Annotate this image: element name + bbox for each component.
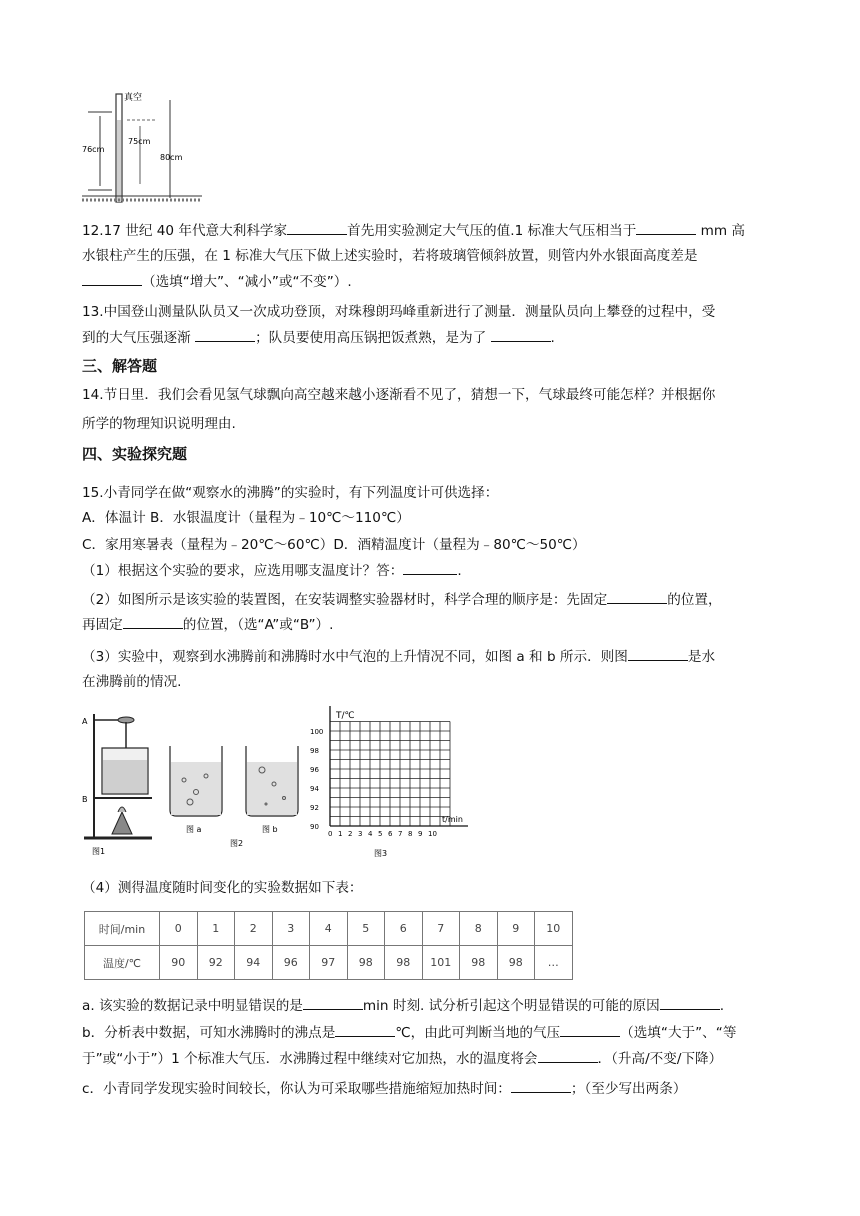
fig-a-caption: 图 a — [186, 825, 202, 834]
q14-line1: 14.节日里．我们会看见氢气球飘向高空越来越小逐渐看不见了，猜想一下，气球最终可能怎样？并根据你 — [82, 387, 716, 403]
q15-sub2-line2: 再固定 的位置，（选“A”或“B”）. — [82, 617, 334, 633]
q12-line3: （选填“增大”、“减小”或“不变”）. — [82, 272, 790, 292]
label-b: B — [82, 795, 88, 804]
table-cell: 8 — [460, 912, 498, 946]
table-cell: 0 — [160, 912, 198, 946]
q15-options-ab: A．体温计 B．水银温度计（量程为﹣10℃～110℃） — [82, 510, 410, 526]
table-cell: 98 — [460, 946, 498, 980]
y-tick-label: 92 — [310, 804, 319, 812]
q15-part-b-line2: 于”或“小于”）1 个标准大气压．水沸腾过程中继续对它加热，水的温度将会 ．（升高/不变/下降） — [82, 1051, 723, 1067]
torricelli-tube-figure — [82, 86, 202, 216]
table-cell: 6 — [385, 912, 423, 946]
q13-line1: 13.中国登山测量队队员又一次成功登顶，对珠穆朗玛峰重新进行了测量．测量队员向上攀登的过程中，受 — [82, 304, 716, 320]
x-tick-label: 10 — [428, 830, 437, 838]
q15-sub3-line1: （3）实验中，观察到水沸腾前和沸腾时水中气泡的上升情况不同，如图 a 和 b 所示．则图 是水 — [82, 649, 716, 665]
q14-line2: 所学的物理知识说明理由. — [82, 416, 236, 432]
label-a: A — [82, 717, 88, 726]
table-cell: 10 — [535, 912, 573, 946]
section-3-heading: 三、解答题 — [82, 357, 158, 375]
y-tick-label: 100 — [310, 728, 324, 736]
q15-intro: 15.小青同学在做“观察水的沸腾”的实验时，有下列温度计可供选择： — [82, 485, 499, 501]
table-cell: 97 — [310, 946, 348, 980]
table-cell: 5 — [347, 912, 385, 946]
fig3-caption: 图3 — [374, 849, 388, 858]
table-cell: 94 — [235, 946, 273, 980]
table-cell: 101 — [422, 946, 460, 980]
table-cell: 90 — [160, 946, 198, 980]
table-cell: 96 — [272, 946, 310, 980]
table-cell: 92 — [197, 946, 235, 980]
x-tick-label: 9 — [418, 830, 423, 838]
x-tick-label: 2 — [348, 830, 353, 838]
temperature-data-table — [84, 911, 573, 980]
x-tick-label: 0 — [328, 830, 333, 838]
table-cell: 98 — [347, 946, 385, 980]
q15-part-c: c．小青同学发现实验时间较长，你认为可采取哪些措施缩短加热时间： ；（至少写出两条） — [82, 1081, 687, 1097]
q15-sub3-line2: 在沸腾前的情况. — [82, 674, 182, 690]
fig-b-caption: 图 b — [262, 825, 278, 834]
x-tick-label: 8 — [408, 830, 413, 838]
x-axis-label: t/min — [442, 815, 463, 824]
table-row-header-time: 时间/min — [85, 912, 160, 946]
fig1-caption: 图1 — [92, 847, 106, 856]
y-axis-label: T/℃ — [336, 711, 355, 721]
q13-line2: 到的大气压强逐渐 ；队员要使用高压锅把饭煮熟，是为了 . — [82, 330, 555, 346]
table-row — [85, 946, 573, 980]
q15-sub4: （4）测得温度随时间变化的实验数据如下表： — [82, 880, 363, 896]
y-tick-label: 98 — [310, 747, 319, 755]
table-cell: 1 — [197, 912, 235, 946]
tube-75cm-label: 75cm — [128, 137, 151, 146]
fig2-caption: 图2 — [230, 839, 244, 848]
tube-vacuum-label: 真空 — [124, 93, 143, 103]
x-tick-label: 4 — [368, 830, 373, 838]
y-tick-label: 90 — [310, 823, 319, 831]
q15-part-a: a. 该实验的数据记录中明显错误的是 min 时刻. 试分析引起这个明显错误的可能的原因 . — [82, 998, 725, 1014]
q12-line1: 12.17 世纪 40 年代意大利科学家 首先用实验测定大气压的值.1 标准大气压相当于 mm 高 — [82, 223, 746, 239]
table-cell: 3 — [272, 912, 310, 946]
table-cell: 4 — [310, 912, 348, 946]
y-tick-label: 96 — [310, 766, 319, 774]
q12-line2: 水银柱产生的压强，在 1 标准大气压下做上述实验时，若将玻璃管倾斜放置，则管内外水银面高度差是 — [82, 248, 698, 264]
x-tick-label: 7 — [398, 830, 403, 838]
q15-sub2-line1: （2）如图所示是该实验的装置图，在安装调整实验器材时，科学合理的顺序是：先固定 的位置， — [82, 592, 722, 608]
table-row — [85, 912, 573, 946]
table-cell: 98 — [385, 946, 423, 980]
table-cell: 2 — [235, 912, 273, 946]
temperature-grid-figure — [308, 704, 484, 862]
x-tick-label: 1 — [338, 830, 343, 838]
table-cell: … — [535, 946, 573, 980]
tube-80cm-label: 80cm — [160, 153, 183, 162]
table-cell: 9 — [497, 912, 535, 946]
section-4-heading: 四、实验探究题 — [82, 445, 188, 463]
q15-sub1: （1）根据这个实验的要求，应选用哪支温度计？答： . — [82, 563, 462, 579]
tube-76cm-label: 76cm — [82, 145, 105, 154]
q15-part-b-line1: b．分析表中数据，可知水沸腾时的沸点是 ℃，由此可判断当地的气压 （选填“大于”、“等 — [82, 1025, 737, 1041]
table-row-header-temp: 温度/℃ — [85, 946, 160, 980]
q15-options-cd: C．家用寒暑表（量程为﹣20℃～60℃）D．酒精温度计（量程为﹣80℃～50℃） — [82, 537, 586, 553]
beakers-figure — [166, 740, 306, 852]
table-cell: 7 — [422, 912, 460, 946]
x-tick-label: 6 — [388, 830, 393, 838]
y-tick-label: 94 — [310, 785, 319, 793]
table-cell: 98 — [497, 946, 535, 980]
x-tick-label: 5 — [378, 830, 383, 838]
x-tick-label: 3 — [358, 830, 363, 838]
